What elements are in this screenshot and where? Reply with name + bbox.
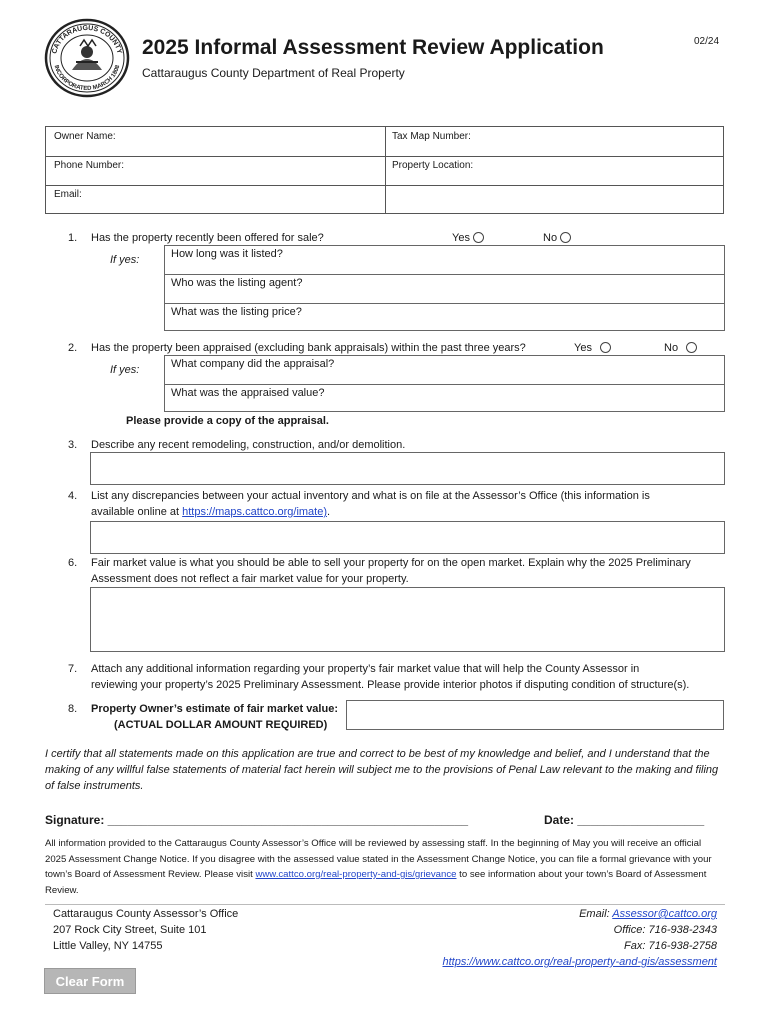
q1-no-option[interactable] xyxy=(543,232,571,244)
information-paragraph xyxy=(45,836,725,898)
q4-link-prefix: available online at xyxy=(91,506,183,518)
email-field[interactable]: Email: xyxy=(54,189,82,200)
office-city: Little Valley, NY 14755 xyxy=(53,940,163,952)
website-link[interactable]: https://www.cattco.org/real-property-and-gis/assessment xyxy=(442,956,717,968)
q2-text: Has the property been appraised (excluding bank appraisals) within the past three years? xyxy=(91,342,526,354)
page-subtitle: Cattaraugus County Department of Real Property xyxy=(142,66,405,80)
revision-date: 02/24 xyxy=(694,36,720,47)
fax-number: Fax: 716-938-2758 xyxy=(624,940,717,952)
tax-map-number-field[interactable]: Tax Map Number: xyxy=(392,131,471,142)
property-location-field[interactable]: Property Location: xyxy=(392,160,474,171)
q6-number: 6. xyxy=(68,557,78,569)
q4-text-line2 xyxy=(91,506,330,518)
q1-no-radio[interactable] xyxy=(560,232,571,243)
contact-email xyxy=(579,908,717,920)
q1-yes-radio[interactable] xyxy=(473,232,484,243)
q1-yes-option[interactable] xyxy=(452,232,484,244)
office-street: 207 Rock City Street, Suite 101 xyxy=(53,924,207,936)
q6-answer-box[interactable] xyxy=(90,587,725,652)
q1-listing-duration-field[interactable]: How long was it listed? xyxy=(171,248,283,260)
q2-yes-option[interactable] xyxy=(574,342,611,354)
signature-line[interactable]: Signature: ______________________________________________________ xyxy=(45,813,469,827)
q2-number: 2. xyxy=(68,342,78,354)
q2-no-radio[interactable] xyxy=(686,342,697,353)
q2-appraised-value-field[interactable]: What was the appraised value? xyxy=(171,387,325,399)
q6-text-line1: Fair market value is what you should be able to sell your property for on the open market. Explain why the 2025 Preliminary xyxy=(91,557,691,569)
q1-answer-table xyxy=(164,245,725,331)
maps-link[interactable]: https://maps.cattco.org/imate) xyxy=(182,506,328,518)
q1-text: Has the property recently been offered for sale? xyxy=(91,232,324,244)
q2-appraisal-company-field[interactable]: What company did the appraisal? xyxy=(171,358,335,370)
q7-text-line2: reviewing your property’s 2025 Preliminary Assessment. Please provide interior photos if disputing condition of structure(s). xyxy=(91,679,690,691)
owner-name-field[interactable]: Owner Name: xyxy=(54,131,116,142)
q2-if-yes: If yes: xyxy=(110,364,140,376)
q8-text-line1: Property Owner’s estimate of fair market value: xyxy=(91,703,338,715)
fair-market-value-input[interactable] xyxy=(346,700,724,730)
q2-no-option[interactable] xyxy=(664,342,697,354)
office-name: Cattaraugus County Assessor’s Office xyxy=(53,908,239,920)
q3-answer-box[interactable] xyxy=(90,452,725,485)
date-line[interactable]: Date: ___________________ xyxy=(544,813,705,827)
q4-answer-box[interactable] xyxy=(90,521,725,554)
q2-yes-label: Yes xyxy=(574,342,592,354)
q8-number: 8. xyxy=(68,703,78,715)
certification-statement: I certify that all statements made on this application are true and correct to be best of my knowledge and belief, and I understand that the making of any willful false statements of material fact herein will subject me to the provisions of Penal Law relevant to the making and filing of false instruments. xyxy=(45,748,719,792)
office-phone: Office: 716-938-2343 xyxy=(613,924,717,936)
info-after: to see information about your town’s Board of Assessment Review. xyxy=(45,869,707,896)
q4-number: 4. xyxy=(68,490,78,502)
q2-answer-table xyxy=(164,355,725,412)
footer-divider xyxy=(45,904,725,905)
county-seal xyxy=(44,18,130,98)
page-title: 2025 Informal Assessment Review Application xyxy=(142,36,604,59)
q1-listing-price-field[interactable]: What was the listing price? xyxy=(171,306,302,318)
q7-text-line1: Attach any additional information regarding your property’s fair market value that will help the County Assessor in xyxy=(91,663,640,675)
info-text: All information provided to the Cattaraugus County Assessor’s Office will be reviewed by assessing staff. In the beginning of May you will receive an official 2025 Assessment Change Notice. If you disagree with the assessed value stated in the Assessment Change Notice, you can file a formal grievance with your town’s Board of Assessment Review. Please visit xyxy=(45,838,712,880)
q2-appraisal-note: Please provide a copy of the appraisal. xyxy=(126,415,329,427)
q3-text: Describe any recent remodeling, construction, and/or demolition. xyxy=(91,439,406,451)
q1-number: 1. xyxy=(68,232,78,244)
email-link[interactable]: Assessor@cattco.org xyxy=(612,908,717,920)
q4-text-line1: List any discrepancies between your actual inventory and what is on file at the Assessor’s Office (this information is xyxy=(91,490,650,502)
q1-if-yes: If yes: xyxy=(110,254,140,266)
grievance-link[interactable]: www.cattco.org/real-property-and-gis/grievance xyxy=(255,869,457,880)
q2-yes-radio[interactable] xyxy=(600,342,611,353)
q7-number: 7. xyxy=(68,663,78,675)
q6-text-line2: Assessment does not reflect a fair market value for your property. xyxy=(91,573,409,585)
seal-text-top: CATTARAUGUS COUNTY xyxy=(51,24,123,55)
q4-link-suffix: . xyxy=(327,506,331,518)
clear-form-button[interactable]: Clear Form xyxy=(44,968,136,994)
phone-number-field[interactable]: Phone Number: xyxy=(54,160,125,171)
q8-text-line2: (ACTUAL DOLLAR AMOUNT REQUIRED) xyxy=(114,719,328,731)
q1-yes-label: Yes xyxy=(452,232,470,244)
seal-text-bottom: INCORPORATED MARCH 1808 xyxy=(52,64,122,93)
q3-number: 3. xyxy=(68,439,78,451)
owner-info-grid xyxy=(45,126,724,214)
email-label: Email: xyxy=(579,908,613,920)
q2-no-label: No xyxy=(664,342,679,354)
q1-listing-agent-field[interactable]: Who was the listing agent? xyxy=(171,277,303,289)
q1-no-label: No xyxy=(543,232,558,244)
